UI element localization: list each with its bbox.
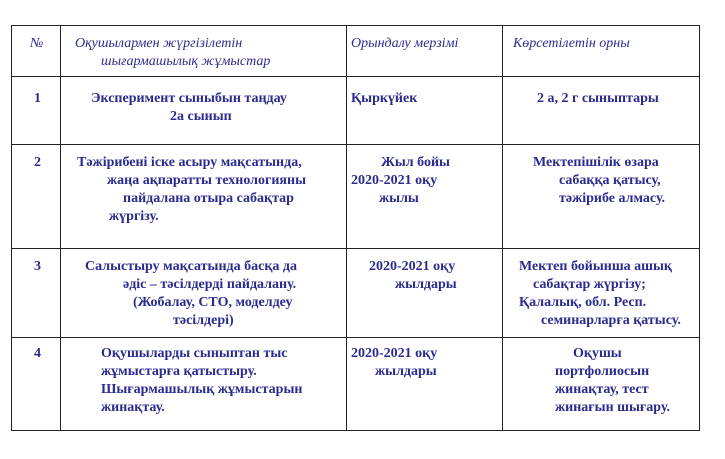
header-work-line1: Оқушылармен жүргізілетін: [75, 36, 243, 51]
row-show-line: жинағын шығару.: [555, 400, 670, 415]
row-date-cell: [347, 249, 503, 338]
row-show-cell: [503, 77, 700, 145]
row-work-cell: [61, 145, 347, 249]
row-work-line: жинақтау.: [101, 400, 165, 415]
row-work-line: пайдалана отыра сабақтар: [123, 191, 294, 206]
row-date-cell: [347, 145, 503, 249]
row-num-cell: [12, 77, 61, 145]
row-date-line: Жыл бойы: [381, 155, 450, 170]
row-show-line: Қалалық, обл. Респ.: [519, 295, 647, 310]
row-work-line: жаңа ақпаратты технологияны: [107, 173, 307, 188]
row-show-cell: [503, 338, 700, 431]
table-row: [12, 338, 700, 431]
row-work-line: 2а сынып: [170, 109, 232, 124]
row-date-line: жылы: [379, 191, 419, 206]
row-date-line: 2020-2021 оқу: [351, 346, 438, 361]
header-work-line2: шығармашылық жұмыстар: [101, 54, 271, 69]
header-work: [61, 26, 347, 77]
work-plan-table: [11, 25, 700, 431]
header-num-label: №: [30, 36, 44, 51]
row-num: 3: [34, 259, 41, 274]
row-date-line: 2020-2021 оқу: [369, 259, 456, 274]
row-show-line: Оқушы: [573, 346, 622, 361]
row-show-line: портфолиосын: [555, 364, 650, 379]
row-work-line: жүргізу.: [109, 209, 159, 224]
row-show-line: сабаққа қатысу,: [559, 173, 661, 188]
row-date-line: Қыркүйек: [351, 91, 418, 106]
row-num-cell: [12, 145, 61, 249]
row-work-line: (Жобалау, СТО, моделдеу: [133, 295, 293, 310]
header-num: [12, 26, 61, 77]
row-show-line: жинақтау, тест: [555, 382, 649, 397]
row-work-cell: [61, 77, 347, 145]
header-date-label: Орындалу мерзімі: [351, 36, 459, 51]
row-num: 2: [34, 155, 41, 170]
row-work-line: жұмыстарға қатыстыру.: [101, 364, 257, 379]
row-work-line: Тәжірибені іске асыру мақсатында,: [77, 155, 302, 170]
row-num-cell: [12, 249, 61, 338]
row-date-line: 2020-2021 оқу: [351, 173, 438, 188]
row-date-cell: [347, 338, 503, 431]
row-work-line: Шығармашылық жұмыстарын: [101, 382, 303, 397]
table-row: [12, 77, 700, 145]
row-num: 1: [34, 91, 41, 106]
row-show-cell: [503, 249, 700, 338]
table-row: [12, 249, 700, 338]
table-row: [12, 145, 700, 249]
row-date-line: жылдары: [375, 364, 437, 379]
row-work-line: тәсілдері): [173, 313, 234, 328]
row-num-cell: [12, 338, 61, 431]
row-show-line: Мектеп бойынша ашық: [519, 259, 672, 274]
row-show-line: тәжірибе алмасу.: [559, 191, 666, 206]
row-show-line: сабақтар жүргізу;: [533, 277, 646, 292]
header-date: [347, 26, 503, 77]
row-work-line: әдіс – тәсілдерді пайдалану.: [123, 277, 297, 292]
row-work-line: Оқушыларды сыныптан тыс: [101, 346, 288, 361]
row-date-cell: [347, 77, 503, 145]
row-show-line: семинарларға қатысу.: [541, 313, 681, 328]
row-work-cell: [61, 249, 347, 338]
row-work-cell: [61, 338, 347, 431]
table-header-row: [12, 26, 700, 77]
row-show-line: 2 а, 2 г сыныптары: [537, 91, 659, 106]
row-work-line: Эксперимент сыныбын таңдау: [91, 91, 287, 106]
row-date-line: жылдары: [395, 277, 457, 292]
row-show-line: Мектепішілік өзара: [533, 155, 659, 170]
header-show-label: Көрсетілетін орны: [513, 36, 630, 51]
row-num: 4: [34, 346, 41, 361]
row-show-cell: [503, 145, 700, 249]
row-work-line: Салыстыру мақсатында басқа да: [85, 259, 297, 274]
header-show: [503, 26, 700, 77]
